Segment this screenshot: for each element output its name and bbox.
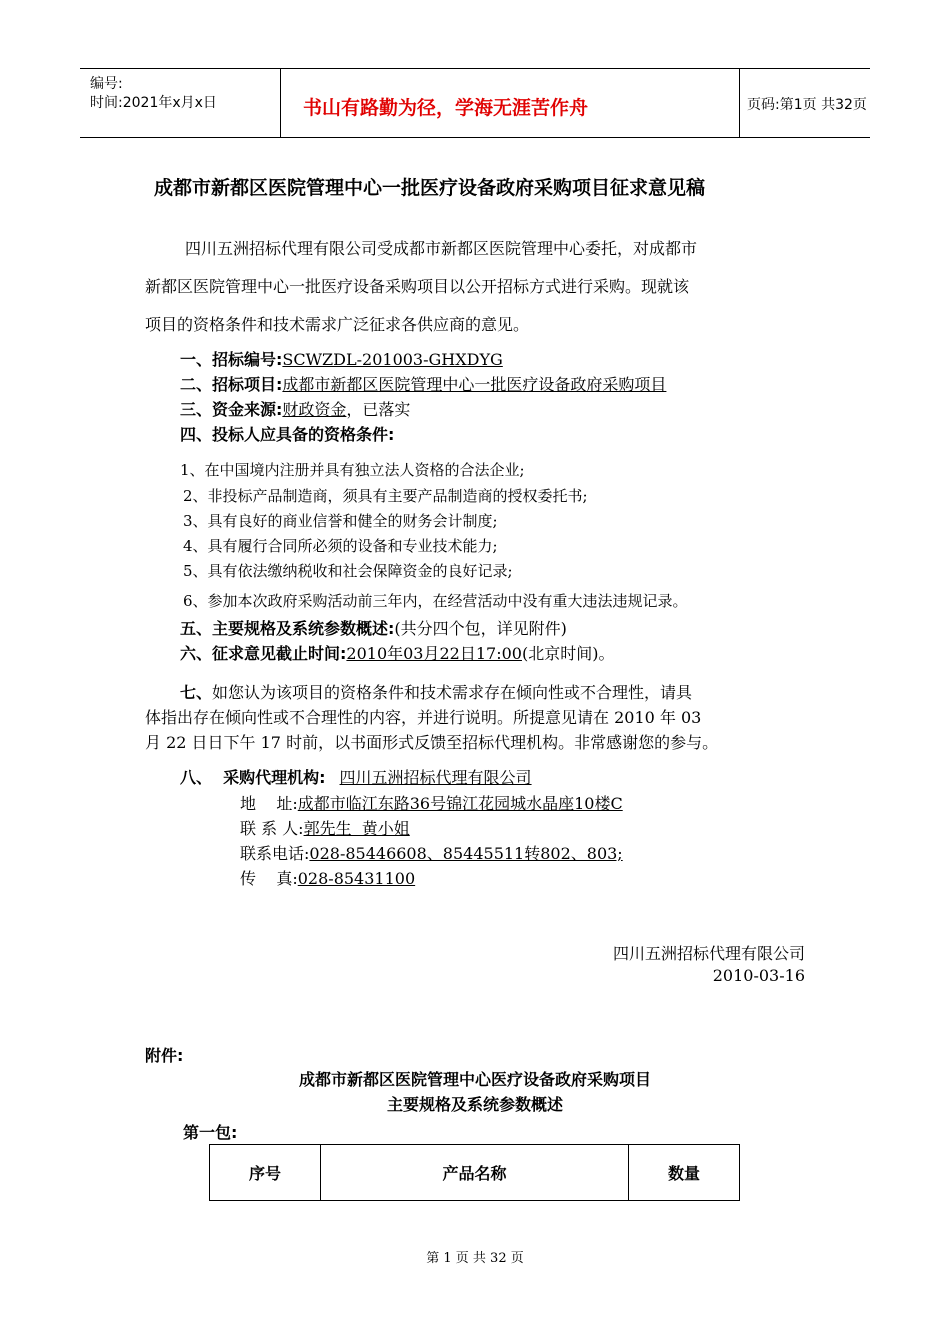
section-feedback-line-2: 体指出存在倾向性或不合理性的内容，并进行说明。所提意见请在 2010 年 03 <box>145 708 702 727</box>
contact-label: 联系电话: <box>240 844 310 863</box>
contact-phone <box>240 841 623 864</box>
section-label: 六、征求意见截止时间: <box>180 644 347 663</box>
number-label: 编号: <box>90 76 123 92</box>
section-funding <box>180 397 410 420</box>
section-feedback-line-1 <box>180 680 692 703</box>
agency-name: 四川五洲招标代理有限公司 <box>339 768 532 787</box>
table-header-row <box>210 1145 740 1201</box>
column-header-index: 序号 <box>210 1145 321 1201</box>
section-feedback-line-3: 月 22 日日下午 17 时前，以书面形式反馈至招标代理机构。非常感谢您的参与。 <box>145 733 719 752</box>
section-label: 八、 采购代理机构: <box>180 768 326 787</box>
package-table <box>209 1144 740 1201</box>
contact-value: 028-85446608、85445511转802、803; <box>309 844 623 863</box>
intro-line-1: 四川五洲招标代理有限公司受成都市新都区医院管理中心委托，对成都市 <box>185 239 698 258</box>
funding-suffix: ，已落实 <box>346 400 411 419</box>
contact-label: 联 系 人: <box>240 819 304 838</box>
project-name: 成都市新都区医院管理中心一批医疗设备政府采购项目 <box>282 375 667 394</box>
motto: 书山有路勤为径，学海无涯苦作舟 <box>303 97 589 119</box>
specs-note: (共分四个包，详见附件) <box>394 619 567 638</box>
section-bid-number <box>180 347 503 370</box>
qualification-item: 1、在中国境内注册并具有独立法人资格的合法企业; <box>180 461 525 479</box>
deadline-suffix: (北京时间)。 <box>521 644 615 663</box>
section-deadline <box>180 641 614 664</box>
intro-line-3: 项目的资格条件和技术需求广泛征求各供应商的意见。 <box>145 315 530 334</box>
section-qualifications-heading: 四、投标人应具备的资格条件: <box>180 425 395 444</box>
time-label: 时间:2021年x月x日 <box>90 95 217 111</box>
contact-person <box>240 816 410 839</box>
qualification-item: 6、参加本次政府采购活动前三年内，在经营活动中没有重大违法违规记录。 <box>183 592 688 610</box>
page-info: 页码:第1页 共32页 <box>747 97 867 113</box>
section-label: 二、招标项目: <box>180 375 283 394</box>
section-label: 五、主要规格及系统参数概述: <box>180 619 395 638</box>
qualification-item: 4、具有履行合同所必须的设备和专业技术能力; <box>183 537 498 555</box>
bid-number: SCWZDL-201003-GHXDYG <box>282 350 503 369</box>
header-right-cell <box>739 69 870 137</box>
section-specs <box>180 616 567 639</box>
qualification-item: 5、具有依法缴纳税收和社会保障资金的良好记录; <box>183 562 513 580</box>
contact-value: 成都市临江东路36号锦江花园城水晶座10楼C <box>297 794 623 813</box>
deadline-value: 2010年03月22日17:00 <box>346 644 522 663</box>
header-table <box>80 68 870 138</box>
page-footer: 第 1 页 共 32 页 <box>426 1251 524 1266</box>
header-left-cell <box>80 69 280 137</box>
section-label: 七、 <box>180 683 213 702</box>
contact-value: 郭先生 黄小姐 <box>303 819 410 838</box>
annex-title-1: 成都市新都区医院管理中心医疗设备政府采购项目 <box>298 1070 651 1089</box>
contact-fax <box>240 866 415 889</box>
signature-date: 2010-03-16 <box>712 966 805 985</box>
column-header-quantity: 数量 <box>629 1145 740 1201</box>
annex-label: 附件: <box>145 1046 184 1065</box>
qualification-item: 3、具有良好的商业信誉和健全的财务会计制度; <box>183 512 498 530</box>
header-motto-cell <box>280 69 740 137</box>
intro-line-2: 新都区医院管理中心一批医疗设备采购项目以公开招标方式进行采购。现就该 <box>145 277 690 296</box>
contact-label: 地 址: <box>240 794 298 813</box>
column-header-product: 产品名称 <box>321 1145 629 1201</box>
feedback-text: 如您认为该项目的资格条件和技术需求存在倾向性或不合理性，请具 <box>212 683 693 702</box>
document-title: 成都市新都区医院管理中心一批医疗设备政府采购项目征求意见稿 <box>154 177 706 199</box>
contact-value: 028-85431100 <box>297 869 416 888</box>
section-label: 一、招标编号: <box>180 350 283 369</box>
signature-company: 四川五洲招标代理有限公司 <box>612 944 805 963</box>
annex-title-2: 主要规格及系统参数概述 <box>386 1095 563 1114</box>
contact-label: 传 真: <box>240 869 298 888</box>
package-label: 第一包: <box>183 1123 238 1142</box>
section-agency <box>180 765 532 788</box>
section-label: 三、资金来源: <box>180 400 283 419</box>
funding-source: 财政资金 <box>282 400 347 419</box>
section-project <box>180 372 666 395</box>
qualification-item: 2、非投标产品制造商，须具有主要产品制造商的授权委托书; <box>183 487 588 505</box>
contact-address <box>240 791 623 814</box>
